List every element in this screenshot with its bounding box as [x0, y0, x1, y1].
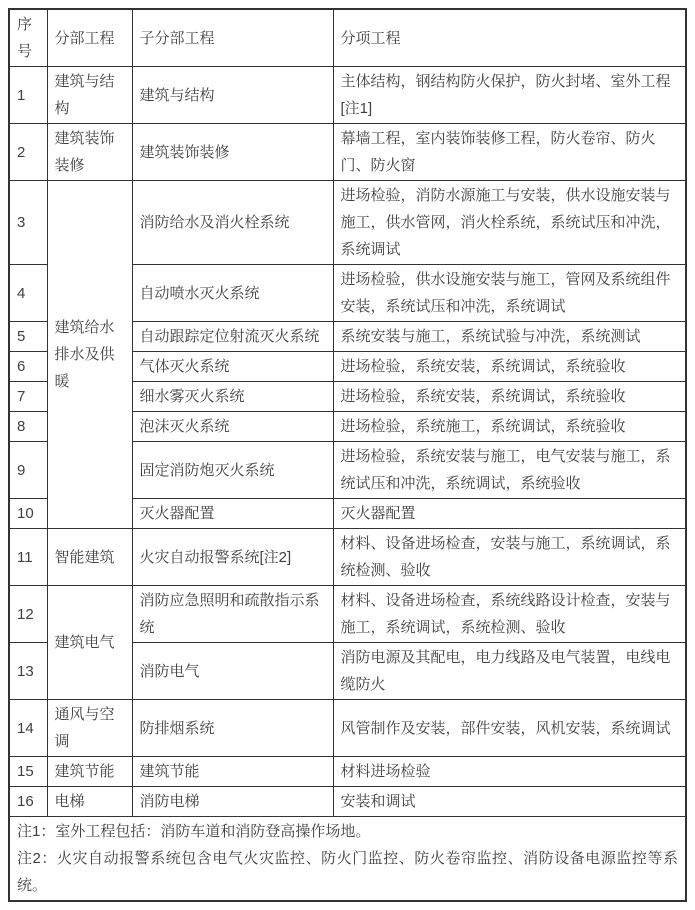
note-2: 注2：火灾自动报警系统包含电气火灾监控、防火门监控、防火卷帘监控、消防设备电源监控等系统。	[17, 850, 678, 894]
sub-division-cell: 防排烟系统	[132, 700, 333, 757]
row-no-cell: 12	[9, 586, 47, 643]
notes-row	[9, 817, 686, 902]
row-no-cell: 14	[9, 700, 47, 757]
row-no-cell: 11	[9, 529, 47, 586]
row-no-cell: 2	[9, 124, 47, 181]
row-no-cell: 16	[9, 787, 47, 817]
sub-division-cell: 消防应急照明和疏散指示系统	[132, 586, 333, 643]
table-row	[9, 124, 686, 181]
header-no: 序号	[9, 9, 47, 67]
items-cell: 灭火器配置	[333, 499, 686, 529]
row-no-cell: 4	[9, 265, 47, 322]
row-no-cell: 15	[9, 757, 47, 787]
division-cell: 建筑节能	[47, 757, 132, 787]
row-no-cell: 13	[9, 643, 47, 700]
sub-division-cell: 建筑装饰装修	[132, 124, 333, 181]
header-sub-division: 子分部工程	[132, 9, 333, 67]
sub-division-cell: 气体灭火系统	[132, 352, 333, 382]
sub-division-cell: 消防电气	[132, 643, 333, 700]
header-row	[9, 9, 686, 67]
row-no-cell: 3	[9, 181, 47, 265]
division-cell: 智能建筑	[47, 529, 132, 586]
table-footer	[9, 817, 686, 902]
sub-division-cell: 自动喷水灭火系统	[132, 265, 333, 322]
table-body	[9, 67, 686, 817]
items-cell: 进场检验，系统安装，系统调试，系统验收	[333, 352, 686, 382]
row-no-cell: 6	[9, 352, 47, 382]
items-cell: 主体结构，钢结构防火保护，防火封堵、室外工程[注1]	[333, 67, 686, 124]
division-cell: 建筑与结构	[47, 67, 132, 124]
items-cell: 安装和调试	[333, 787, 686, 817]
items-cell: 系统安装与施工，系统试验与冲洗，系统测试	[333, 322, 686, 352]
row-no-cell: 9	[9, 442, 47, 499]
sub-division-cell: 建筑与结构	[132, 67, 333, 124]
division-cell: 通风与空调	[47, 700, 132, 757]
items-cell: 材料、设备进场检查，安装与施工，系统调试，系统检测、验收	[333, 529, 686, 586]
table-row	[9, 529, 686, 586]
fire-protection-project-table	[8, 8, 687, 902]
row-no-cell: 10	[9, 499, 47, 529]
table-row	[9, 181, 686, 265]
row-no-cell: 1	[9, 67, 47, 124]
header-items: 分项工程	[333, 9, 686, 67]
row-no-cell: 7	[9, 382, 47, 412]
items-cell: 进场检验，系统安装与施工，电气安装与施工，系统试压和冲洗，系统调试，系统验收	[333, 442, 686, 499]
sub-division-cell: 消防电梯	[132, 787, 333, 817]
table-row	[9, 586, 686, 643]
items-cell: 进场检验，消防水源施工与安装，供水设施安装与施工，供水管网，消火栓系统，系统试压和冲洗，系统调试	[333, 181, 686, 265]
sub-division-cell: 灭火器配置	[132, 499, 333, 529]
items-cell: 幕墙工程，室内装饰装修工程，防火卷帘、防火门、防火窗	[333, 124, 686, 181]
sub-division-cell: 消防给水及消火栓系统	[132, 181, 333, 265]
division-cell: 建筑装饰装修	[47, 124, 132, 181]
division-cell: 建筑电气	[47, 586, 132, 700]
sub-division-cell: 细水雾灭火系统	[132, 382, 333, 412]
note-1: 注1：室外工程包括：消防车道和消防登高操作场地。	[17, 823, 371, 840]
items-cell: 消防电源及其配电，电力线路及电气装置，电线电缆防火	[333, 643, 686, 700]
division-cell: 建筑给水排水及供暖	[47, 181, 132, 529]
items-cell: 进场检验，系统施工，系统调试，系统验收	[333, 412, 686, 442]
notes-cell	[9, 817, 686, 902]
sub-division-cell: 泡沫灭火系统	[132, 412, 333, 442]
sub-division-cell: 火灾自动报警系统[注2]	[132, 529, 333, 586]
table-row	[9, 67, 686, 124]
items-cell: 风管制作及安装，部件安装，风机安装，系统调试	[333, 700, 686, 757]
table-row	[9, 700, 686, 757]
header-division: 分部工程	[47, 9, 132, 67]
items-cell: 进场检验，系统安装，系统调试，系统验收	[333, 382, 686, 412]
table-header	[9, 9, 686, 67]
row-no-cell: 5	[9, 322, 47, 352]
sub-division-cell: 固定消防炮灭火系统	[132, 442, 333, 499]
items-cell: 材料进场检验	[333, 757, 686, 787]
sub-division-cell: 自动跟踪定位射流灭火系统	[132, 322, 333, 352]
table-row	[9, 757, 686, 787]
row-no-cell: 8	[9, 412, 47, 442]
division-cell: 电梯	[47, 787, 132, 817]
table-row	[9, 787, 686, 817]
items-cell: 材料、设备进场检查，系统线路设计检查，安装与施工，系统调试，系统检测、验收	[333, 586, 686, 643]
sub-division-cell: 建筑节能	[132, 757, 333, 787]
items-cell: 进场检验，供水设施安装与施工，管网及系统组件安装，系统试压和冲洗，系统调试	[333, 265, 686, 322]
